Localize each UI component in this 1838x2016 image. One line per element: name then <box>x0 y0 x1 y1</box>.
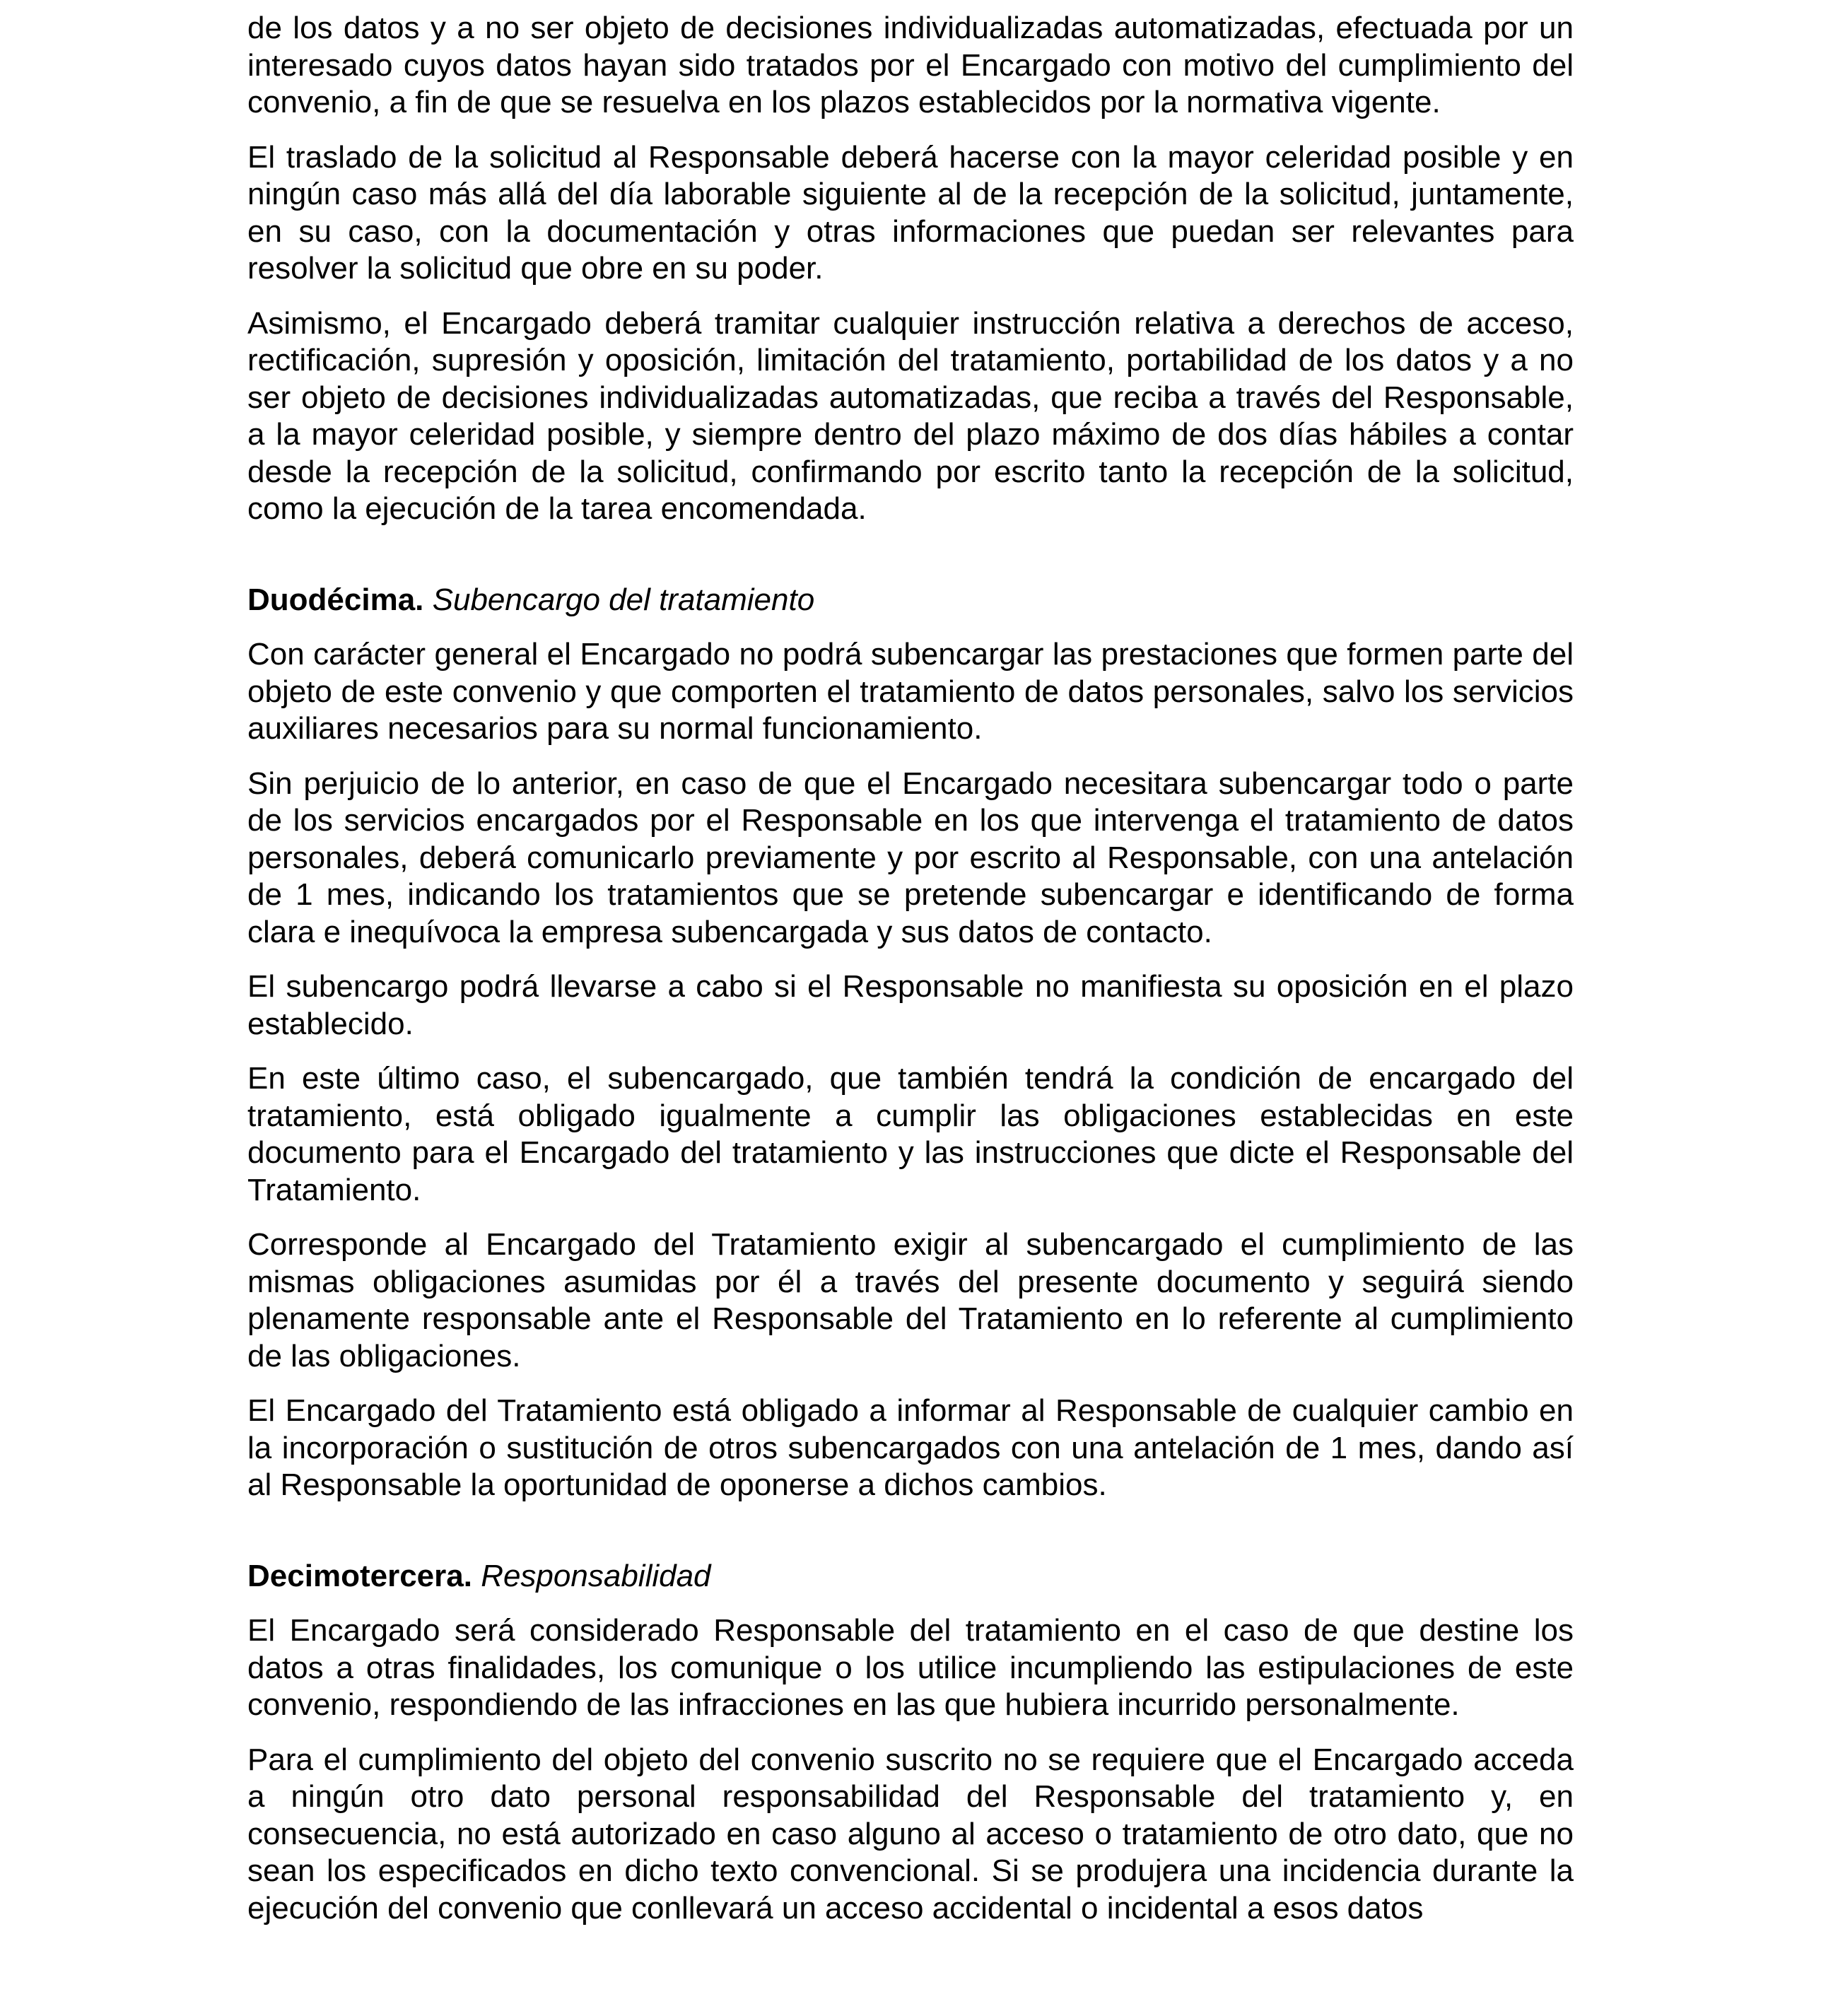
paragraph: El Encargado será considerado Responsable del tratamiento en el caso de que destine los datos a otras finalidades, los comunique o los utilice incumpliendo las estipulaciones de este convenio, respondiendo de las infracciones en las que hubiera incurrido personalmente. <box>247 1613 1574 1722</box>
paragraph: El Encargado del Tratamiento está obligado a informar al Responsable de cualquier cambio en la incorporación o sustitución de otros subencargados con una antelación de 1 mes, dando así al Responsable la oportunidad de oponerse a dichos cambios. <box>247 1393 1574 1502</box>
paragraph: Corresponde al Encargado del Tratamiento exigir al subencargado el cumplimiento de las mismas obligaciones asumidas por él a través del presente documento y seguirá siendo plenamente responsable ante el Responsable del Tratamiento en lo referente al cumplimiento de las obligaciones. <box>247 1227 1574 1373</box>
document-page <box>247 10 1574 1945</box>
paragraph-lead-2: El traslado de la solicitud al Responsable deberá hacerse con la mayor celeridad posible y en ningún caso más allá del día laborable siguiente al de la recepción de la solicitud, juntamente, en su caso, con la documentación y otras informaciones que puedan ser relevantes para resolver la solicitud que obre en su poder. <box>247 139 1574 286</box>
paragraph: Para el cumplimiento del objeto del convenio suscrito no se requiere que el Encargado acceda a ningún otro dato personal responsabilidad del Responsable del tratamiento y, en consecuencia, no está autorizado en caso alguno al acceso o tratamiento de otro dato, que no sean los especificados en dicho texto convencional. Si se produjera una incidencia durante la ejecución del convenio que conllevará un acceso accidental o incidental a esos datos <box>247 1742 1574 1926</box>
section-number: Duodécima. <box>247 582 424 617</box>
section-heading-duodecima <box>247 582 1574 619</box>
section-title: Subencargo del tratamiento <box>432 582 815 617</box>
paragraph: En este último caso, el subencargado, que también tendrá la condición de encargado del tratamiento, está obligado igualmente a cumplir las obligaciones establecidas en este documento para el Encargado del tratamiento y las instrucciones que dicte el Responsable del Tratamiento. <box>247 1061 1574 1207</box>
paragraph-lead-1: de los datos y a no ser objeto de decisiones individualizadas automatizadas, efectuada por un interesado cuyos datos hayan sido tratados por el Encargado con motivo del cumplimiento del convenio, a fin de que se resuelva en los plazos establecidos por la normativa vigente. <box>247 11 1574 119</box>
section-number: Decimotercera. <box>247 1558 472 1593</box>
section-title: Responsabilidad <box>481 1558 711 1593</box>
paragraph: El subencargo podrá llevarse a cabo si el Responsable no manifiesta su oposición en el plazo establecido. <box>247 969 1574 1041</box>
paragraph-lead-3: Asimismo, el Encargado deberá tramitar cualquier instrucción relativa a derechos de acceso, rectificación, supresión y oposición, limitación del tratamiento, portabilidad de los datos y a no ser objeto de decisiones individualizadas automatizadas, que reciba a través del Responsable, a la mayor celeridad posible, y siempre dentro del plazo máximo de dos días hábiles a contar desde la recepción de la solicitud, confirmando por escrito tanto la recepción de la solicitud, como la ejecución de la tarea encomendada. <box>247 305 1574 526</box>
paragraph: Con carácter general el Encargado no podrá subencargar las prestaciones que formen parte del objeto de este convenio y que comporten el tratamiento de datos personales, salvo los servicios auxiliares necesarios para su normal funcionamiento. <box>247 637 1574 746</box>
paragraph: Sin perjuicio de lo anterior, en caso de que el Encargado necesitara subencargar todo o parte de los servicios encargados por el Responsable en los que intervenga el tratamiento de datos personales, deberá comunicarlo previamente y por escrito al Responsable, con una antelación de 1 mes, indicando los tratamientos que se pretende subencargar e identificando de forma clara e inequívoca la empresa subencargada y sus datos de contacto. <box>247 766 1574 949</box>
section-heading-decimotercera <box>247 1558 1574 1595</box>
